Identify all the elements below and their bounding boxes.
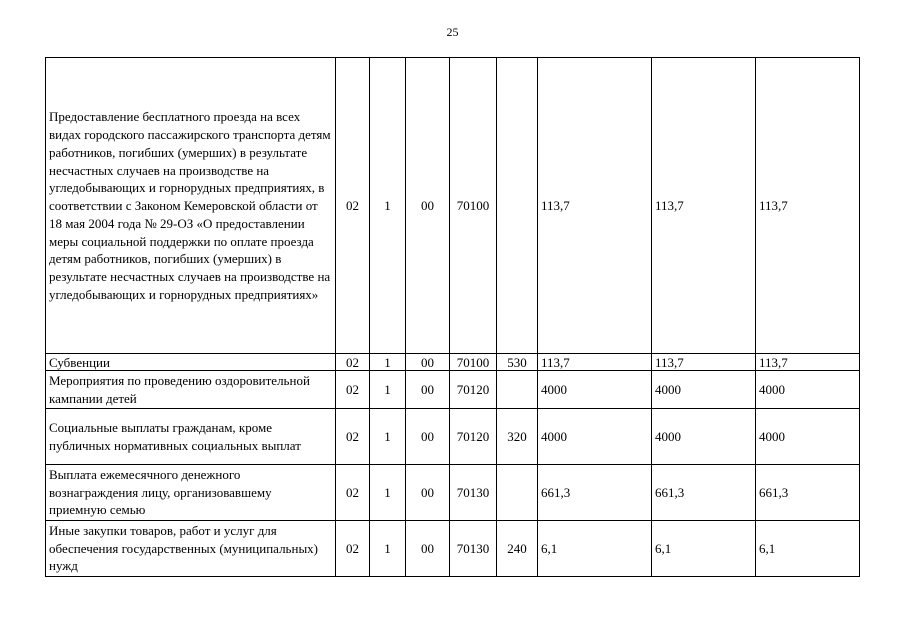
table-row bbox=[46, 409, 860, 465]
amount-2-cell: 4000 bbox=[652, 371, 756, 409]
section-cell: 02 bbox=[336, 465, 370, 521]
amount-1-cell: 4000 bbox=[538, 409, 652, 465]
table-row bbox=[46, 58, 860, 354]
amount-3-cell: 113,7 bbox=[756, 354, 860, 371]
subsection-cell: 1 bbox=[370, 409, 406, 465]
amount-2-cell: 113,7 bbox=[652, 58, 756, 354]
table-row bbox=[46, 465, 860, 521]
amount-1-cell: 6,1 bbox=[538, 521, 652, 577]
subsection-cell: 1 bbox=[370, 521, 406, 577]
table-row bbox=[46, 371, 860, 409]
subsection-cell: 1 bbox=[370, 354, 406, 371]
item-cell: 70120 bbox=[450, 409, 497, 465]
row-name-cell: Иные закупки товаров, работ и услуг для обеспечения государственных (муниципальных) нужд bbox=[46, 521, 336, 577]
item-cell: 70130 bbox=[450, 521, 497, 577]
row-name-cell: Социальные выплаты гражданам, кроме публичных нормативных социальных выплат bbox=[46, 409, 336, 465]
program-cell: 00 bbox=[406, 354, 450, 371]
amount-2-cell: 113,7 bbox=[652, 354, 756, 371]
table-row bbox=[46, 521, 860, 577]
amount-2-cell: 4000 bbox=[652, 409, 756, 465]
program-cell: 00 bbox=[406, 371, 450, 409]
expense-type-cell: 240 bbox=[497, 521, 538, 577]
amount-1-cell: 113,7 bbox=[538, 58, 652, 354]
amount-3-cell: 4000 bbox=[756, 409, 860, 465]
expense-type-cell bbox=[497, 465, 538, 521]
expense-type-cell bbox=[497, 58, 538, 354]
expense-type-cell: 530 bbox=[497, 354, 538, 371]
program-cell: 00 bbox=[406, 465, 450, 521]
amount-1-cell: 661,3 bbox=[538, 465, 652, 521]
amount-1-cell: 113,7 bbox=[538, 354, 652, 371]
row-name-cell: Предоставление бесплатного проезда на всех видах городского пассажирского транспорта детям работников, погибших (умерших) в результате несчастных случаев на производстве на угледобывающих и горнорудных предприятиях, в соответствии с Законом Кемеровской области от 18 мая 2004 года № 29-ОЗ «О предоставлении меры социальной поддержки по оплате проезда детям работников, погибших (умерших) в результате несчастных случаев на производстве на угледобывающих и горнорудных предприятиях» bbox=[46, 58, 336, 354]
row-name-cell: Субвенции bbox=[46, 354, 336, 371]
amount-2-cell: 661,3 bbox=[652, 465, 756, 521]
section-cell: 02 bbox=[336, 371, 370, 409]
amount-3-cell: 113,7 bbox=[756, 58, 860, 354]
program-cell: 00 bbox=[406, 58, 450, 354]
budget-table bbox=[45, 57, 860, 577]
item-cell: 70130 bbox=[450, 465, 497, 521]
row-name-cell: Мероприятия по проведению оздоровительной кампании детей bbox=[46, 371, 336, 409]
section-cell: 02 bbox=[336, 409, 370, 465]
row-name-cell: Выплата ежемесячного денежного вознаграждения лицу, организовавшему приемную семью bbox=[46, 465, 336, 521]
amount-3-cell: 6,1 bbox=[756, 521, 860, 577]
subsection-cell: 1 bbox=[370, 371, 406, 409]
program-cell: 00 bbox=[406, 521, 450, 577]
subsection-cell: 1 bbox=[370, 465, 406, 521]
table-row bbox=[46, 354, 860, 371]
section-cell: 02 bbox=[336, 521, 370, 577]
item-cell: 70100 bbox=[450, 354, 497, 371]
expense-type-cell bbox=[497, 371, 538, 409]
section-cell: 02 bbox=[336, 58, 370, 354]
subsection-cell: 1 bbox=[370, 58, 406, 354]
amount-3-cell: 661,3 bbox=[756, 465, 860, 521]
item-cell: 70100 bbox=[450, 58, 497, 354]
amount-2-cell: 6,1 bbox=[652, 521, 756, 577]
page-number: 25 bbox=[446, 25, 459, 39]
expense-type-cell: 320 bbox=[497, 409, 538, 465]
amount-1-cell: 4000 bbox=[538, 371, 652, 409]
item-cell: 70120 bbox=[450, 371, 497, 409]
program-cell: 00 bbox=[406, 409, 450, 465]
amount-3-cell: 4000 bbox=[756, 371, 860, 409]
section-cell: 02 bbox=[336, 354, 370, 371]
